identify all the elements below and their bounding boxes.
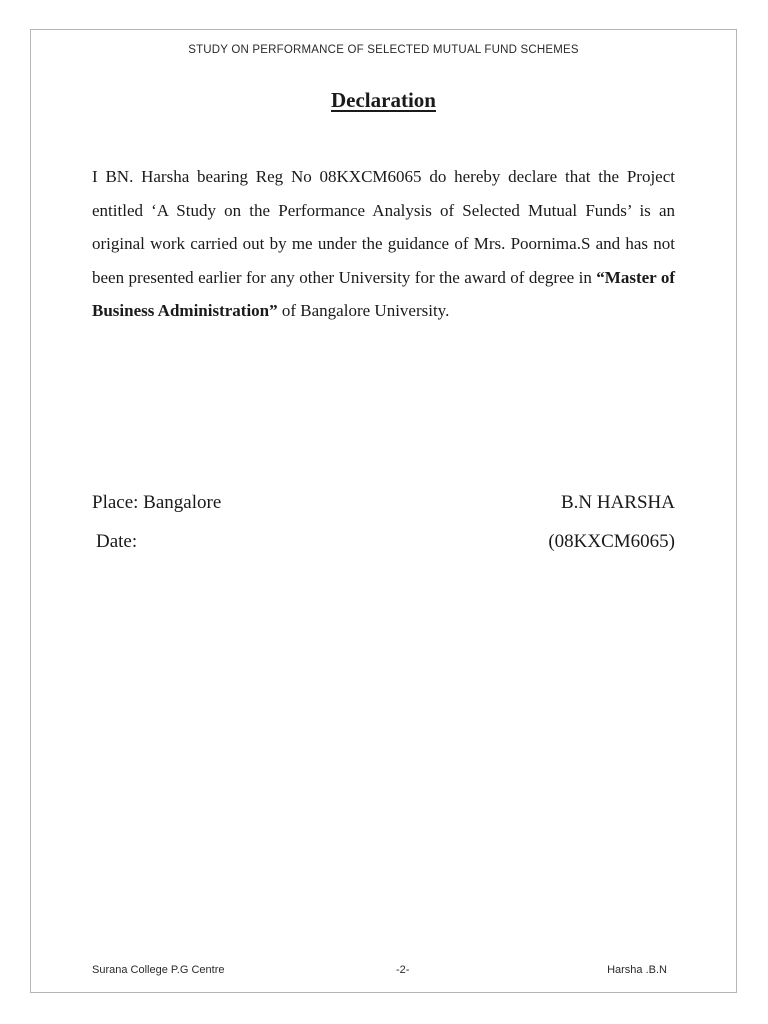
declaration-text-end: of Bangalore University. — [277, 301, 450, 320]
declaration-paragraph — [92, 160, 675, 328]
signatory-name: B.N HARSHA — [560, 492, 675, 513]
footer-author: Harsha .B.N — [607, 964, 667, 976]
page-title: Declaration — [331, 88, 436, 112]
degree-name: “Master of Business Administration” — [92, 267, 675, 320]
footer-college: Surana College P.G Centre — [92, 964, 225, 976]
running-header: STUDY ON PERFORMANCE OF SELECTED MUTUAL FUND SCHEMES — [188, 44, 579, 56]
signatory-reg-no: (08KXCM6065) — [548, 531, 675, 552]
date-label: Date: — [96, 531, 138, 552]
declaration-text-start: I BN. Harsha bearing Reg No 08KXCM6065 do hereby declare that the Project entitled ‘A Study on the Performance Analysis of Selected Mutual Funds’ is an original work carried out by me under the guidance of Mrs. Poornima.S and has not been presented earlier for any other University for the award of degree in — [92, 167, 675, 287]
footer-page-number: -2- — [396, 964, 410, 976]
place-label: Place: Bangalore — [92, 492, 222, 513]
